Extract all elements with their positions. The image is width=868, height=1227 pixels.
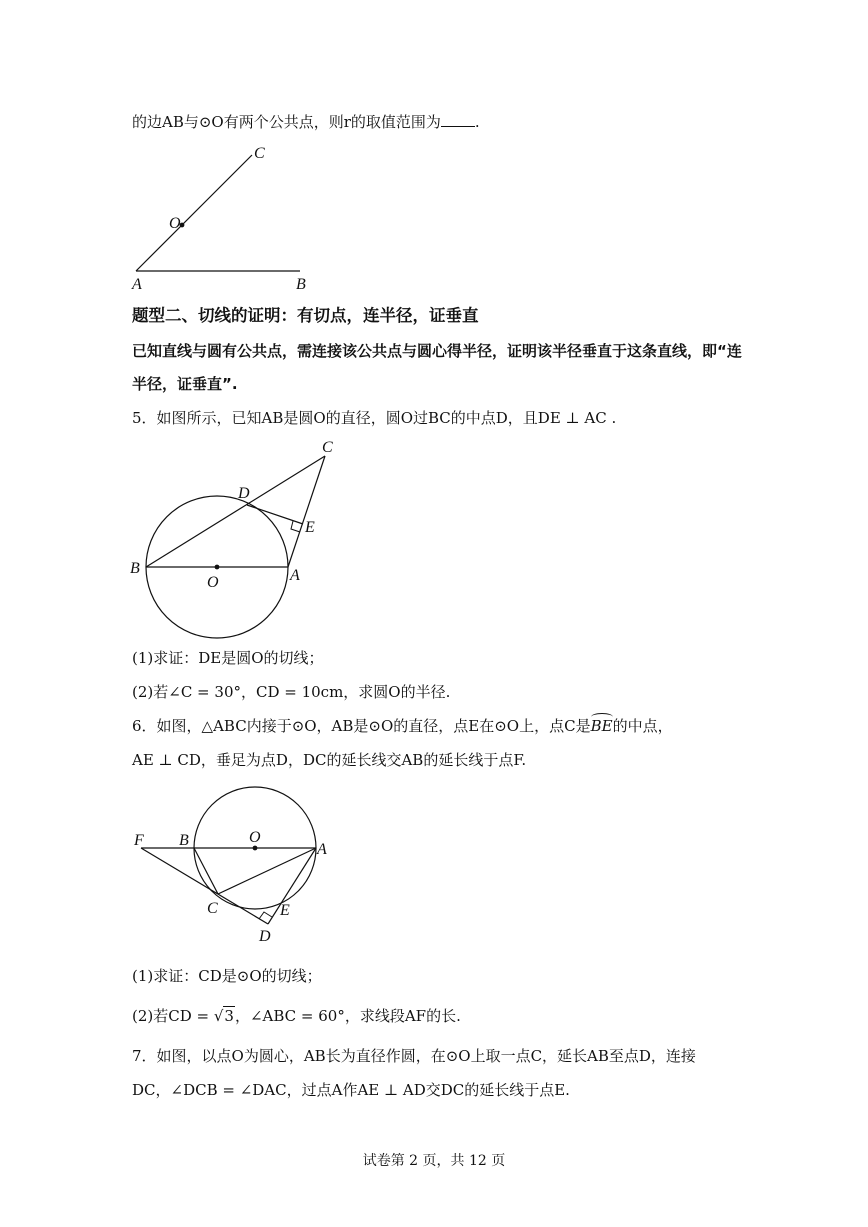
segment-ac: [136, 155, 252, 271]
q6-stem-line1: [132, 716, 673, 736]
method-line-1: 已知直线与圆有公共点，需连接该公共点与圆心得半径，证明该半径垂直于这条直线，即“连: [132, 342, 742, 360]
section-title: 题型二、切线的证明：有切点，连半径，证垂直: [132, 306, 479, 325]
page-footer: 试卷第 2 页，共 12 页: [362, 1153, 506, 1169]
arc-be: BE: [590, 717, 613, 735]
point-o: [253, 846, 258, 851]
label-b: B: [179, 832, 189, 849]
q6-stem-line2: AE ⊥ CD，垂足为点D，DC的延长线交AB的延长线于点F.: [132, 751, 527, 769]
q6-part2: (2)若CD = √3，∠ABC = 60°，求线段AF的长.: [132, 1007, 461, 1025]
line-fd: [141, 848, 268, 924]
label-f: F: [134, 832, 144, 849]
segment-ac: [288, 456, 325, 567]
q5-part1: (1)求证：DE是圆O的切线；: [132, 649, 324, 667]
q4-tail-line: [132, 112, 480, 132]
right-angle-mark: [259, 912, 272, 919]
label-a: A: [132, 276, 142, 292]
label-c: C: [322, 439, 333, 456]
answer-blank[interactable]: [441, 112, 475, 127]
label-d: D: [259, 928, 271, 945]
label-c: C: [207, 900, 218, 917]
label-o: O: [169, 215, 181, 232]
label-c: C: [254, 145, 265, 162]
label-o: O: [249, 829, 261, 846]
sqrt-radicand: 3: [224, 1007, 234, 1025]
q6-part1: (1)求证：CD是⊙O的切线；: [132, 967, 322, 985]
figure-q5: [125, 432, 355, 647]
label-a: A: [317, 841, 327, 858]
q5-stem: 5．如图所示，已知AB是圆O的直径，圆O过BC的中点D，且DE ⊥ AC .: [132, 409, 617, 427]
q6-stem-b: 的中点，: [612, 717, 673, 735]
point-o: [215, 565, 220, 570]
figure-q4: [120, 140, 330, 292]
label-e: E: [305, 519, 315, 536]
label-o: O: [207, 574, 219, 591]
label-b: B: [130, 560, 140, 577]
q7-line2: DC，∠DCB = ∠DAC，过点A作AE ⊥ AD交DC的延长线于点E.: [132, 1081, 570, 1099]
figure-q6: [125, 784, 345, 949]
q4-tail-text: 的边AB与⊙O有两个公共点，则r的取值范围为: [132, 113, 441, 131]
q5-part2: (2)若∠C = 30°，CD = 10cm，求圆O的半径.: [132, 683, 451, 701]
q6-part2-b: ，∠ABC = 60°，求线段AF的长.: [234, 1007, 461, 1025]
label-b: B: [296, 276, 306, 292]
q4-end: .: [474, 113, 480, 131]
q7-line1: 7．如图，以点O为圆心，AB长为直径作圆，在⊙O上取一点C，延长AB至点D，连接: [132, 1047, 696, 1065]
segment-de: [247, 505, 303, 524]
q6-part2-a: (2)若CD =: [132, 1007, 214, 1025]
label-d: D: [238, 485, 250, 502]
label-a: A: [290, 567, 300, 584]
q6-stem-a: 6．如图，△ABC内接于⊙O，AB是⊙O的直径，点E在⊙O上，点C是: [132, 717, 591, 735]
method-line-2: 半径，证垂直”.: [132, 375, 238, 393]
label-e: E: [280, 902, 290, 919]
